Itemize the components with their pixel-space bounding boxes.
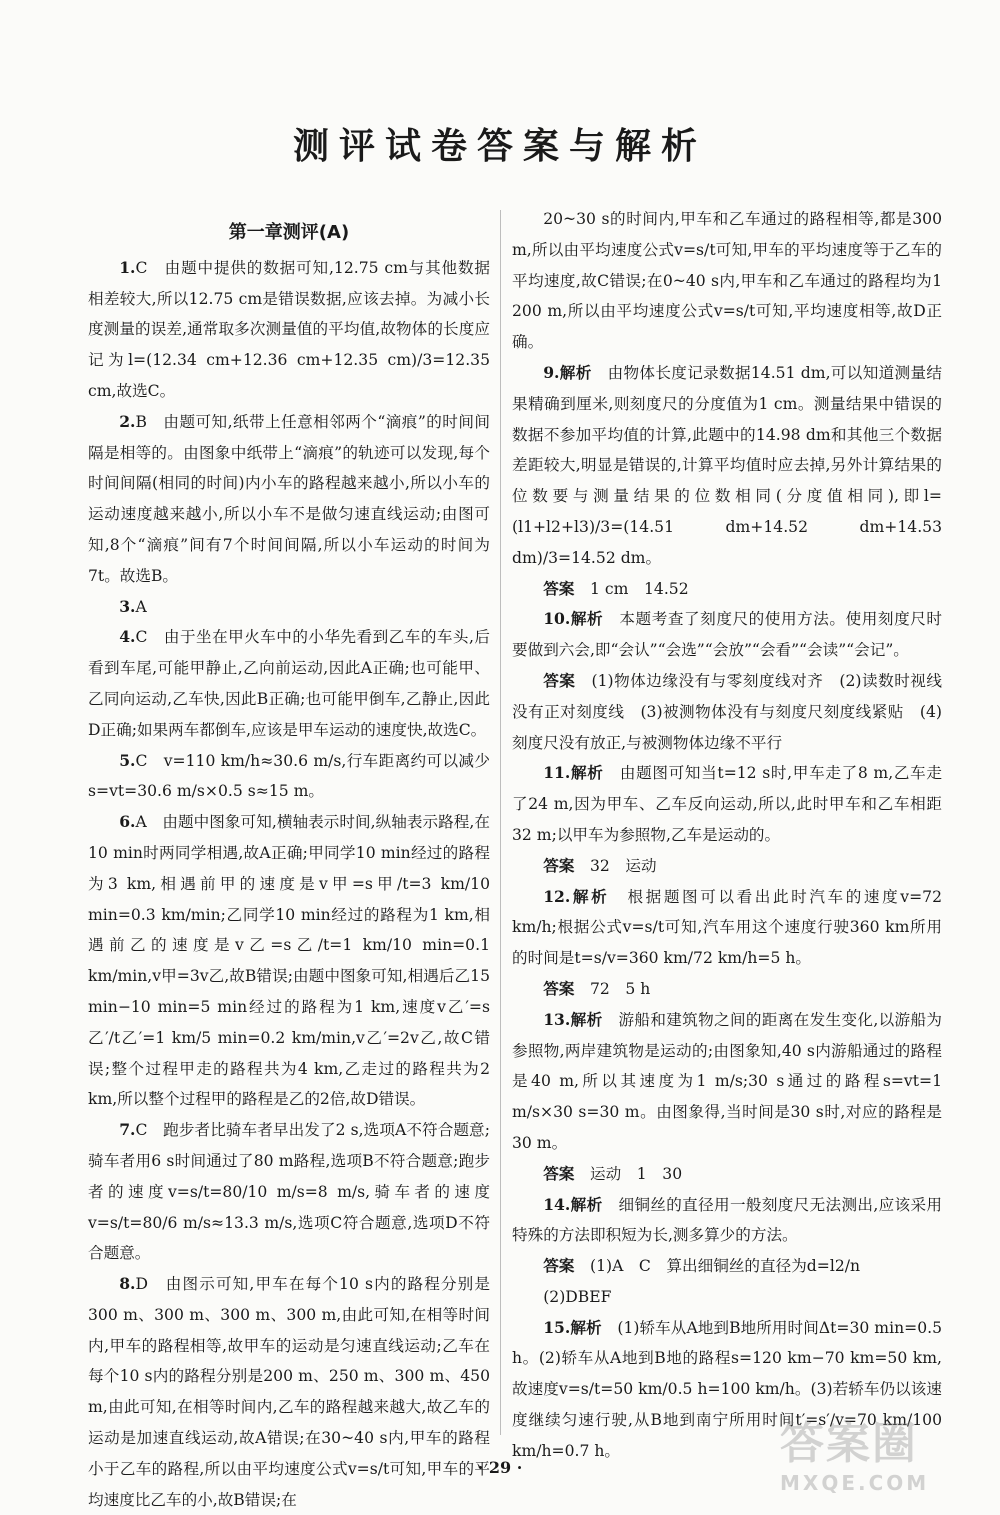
question-number: 6.	[119, 812, 136, 832]
answer-text: 解析 由物体长度记录数据14.51 dm,可以知道测量结果精确到厘米,则刻度尺的分度值为1 cm。测量结果中错误的数据不参加平均值的计算,此题中的14.98 dm和其他三个数据差距较大,明显是错误的,计算平均值时应去掉,另外计算结果的位数要与测量结果的位数相同(分度值相同),即l=(l1+l2+l3)/3=(14.51 dm+14.52 dm+14.53 dm)/3=14.52 dm。	[512, 362, 942, 567]
answer-text: A	[135, 597, 147, 616]
answer-text: 20~30 s的时间内,甲车和乙车通过的路程相等,都是300 m,所以由平均速度公式v=s/t可知,甲车的平均速度等于乙车的平均速度,故C错误;在0~40 s内,甲车和乙车通过的路程均为1 200 m,所以由平均速度公式v=s/t可知,平均速度相等,故D正确。	[512, 210, 942, 352]
answer-text: B 由题可知,纸带上任意相邻两个“滴痕”的时间间隔是相等的。由图象中纸带上“滴痕”的轨迹可以发现,每个时间间隔(相同的时间)内小车的路程越来越小,所以小车的运动速度越来越小,所以小车不是做匀速直线运动;由图可知,8个“滴痕”间有7个时间间隔,所以小车运动的时间为7t。故选B。	[88, 412, 490, 585]
answer-paragraph	[512, 1251, 942, 1282]
answer-paragraph	[88, 807, 490, 1115]
keyword-label: 解析	[570, 1009, 603, 1029]
chapter-heading: 第一章测评(A)	[228, 222, 350, 243]
answer-text: 解析 根据题图可以看出此时汽车的速度v=72 km/h;根据公式v=s/t可知,汽车用这个速度行驶360 km所用的时间是t=s/v=360 km/72 km/h=5 h。	[512, 886, 942, 968]
answer-paragraph	[512, 1282, 942, 1313]
question-number: 2.	[119, 411, 136, 431]
right-column	[512, 204, 942, 1467]
watermark-url: MXQE.COM	[780, 1471, 930, 1495]
answer-paragraph	[512, 1005, 942, 1159]
answer-text: 答案 32 运动	[543, 855, 657, 875]
keyword-label: 答案	[543, 578, 575, 598]
keyword-label: 解析	[559, 362, 592, 382]
answer-text: 答案 1 cm 14.52	[543, 578, 689, 598]
keyword-label: 解析	[570, 763, 604, 783]
answer-text: C v=110 km/h≈30.6 m/s,行车距离约可以减少s=vt=30.6 m/s×0.5 s≈15 m。	[88, 751, 490, 801]
answer-paragraph	[512, 204, 942, 358]
keyword-label: 解析	[570, 609, 604, 629]
keyword-label: 答案	[543, 978, 575, 998]
keyword-label: 答案	[543, 1163, 575, 1183]
question-number: 12.	[543, 886, 571, 906]
keyword-label: 答案	[543, 1256, 575, 1276]
answer-paragraph	[512, 1190, 942, 1252]
answer-text: 解析 本题考查了刻度尺的使用方法。使用刻度尺时要做到六会,即“会认”“会选”“会放”“会看”“会读”“会记”。	[512, 609, 942, 660]
left-column	[88, 210, 490, 1515]
page-number: · 29 ·	[477, 1458, 523, 1477]
answer-text: C 由题中提供的数据可知,12.75 cm与其他数据相差较大,所以12.75 cm是错误数据,应该去掉。为减小长度测量的误差,通常取多次测量值的平均值,故物体的长度应记为l=(12.34 cm+12.36 cm+12.35 cm)/3=12.35 cm,故选C。	[88, 258, 490, 400]
left-answer-list	[88, 253, 490, 1515]
answer-paragraph	[512, 358, 942, 574]
answer-text: 答案 (1)物体边缘没有与零刻度线对齐 (2)读数时视线没有正对刻度线 (3)被测物体没有与刻度尺刻度线紧贴 (4)刻度尺没有放正,与被测物体边缘不平行	[512, 670, 942, 752]
answer-paragraph	[512, 574, 942, 605]
answer-text: 答案 72 5 h	[543, 978, 651, 998]
question-number: 14.	[543, 1194, 571, 1214]
answer-text: (2)DBEF	[543, 1287, 612, 1306]
answer-text: D 由图示可知,甲车在每个10 s内的路程分别是300 m、300 m、300 m、300 m,由此可知,在相等时间内,甲车的路程相等,故甲车的运动是匀速直线运动;乙车在每个10 s内的路程分别是200 m、250 m、300 m、450 m,由此可知,在相等时间内,乙车的路程越来越大,故乙车的运动是加速直线运动,故A错误;在30~40 s内,甲车的路程小于乙车的路程,所以由平均速度公式v=s/t可知,甲车的平均速度比乙车的小,故B错误;在	[88, 1275, 490, 1509]
answer-paragraph	[512, 882, 942, 974]
question-number: 15.	[543, 1317, 571, 1337]
question-number: 1.	[119, 257, 136, 277]
keyword-label: 解析	[570, 886, 610, 906]
question-number: 9.	[543, 362, 560, 382]
keyword-label: 解析	[570, 1194, 603, 1214]
answer-text: 解析 游船和建筑物之间的距离在发生变化,以游船为参照物,两岸建筑物是运动的;由图象知,40 s内游船通过的路程是40 m,所以其速度为1 m/s;30 s通过的路程s=vt=1 m/s×30 s=30 m。由图象得,当时间是30 s时,对应的路程是30 m。	[512, 1009, 942, 1152]
answer-paragraph	[512, 974, 942, 1005]
answer-paragraph	[512, 604, 942, 666]
keyword-label: 答案	[543, 855, 575, 875]
answer-paragraph	[88, 622, 490, 745]
answer-text: C 由于坐在甲火车中的小华先看到乙车的车头,后看到车尾,可能甲静止,乙向前运动,因此A正确;也可能甲、乙同向运动,乙车快,因此B正确;也可能甲倒车,乙静止,因此D正确;如果两车都倒车,应该是甲车运动的速度快,故选C。	[88, 628, 490, 739]
answer-paragraph	[88, 1269, 490, 1515]
right-answer-list	[512, 204, 942, 1467]
answer-text: C 跑步者比骑车者早出发了2 s,选项A不符合题意;骑车者用6 s时间通过了80 m路程,选项B不符合题意;跑步者的速度v=s/t=80/10 m/s=8 m/s,骑车者的速度v=s/t=80/6 m/s≈13.3 m/s,选项C符合题意,选项D不符合题意。	[88, 1121, 490, 1263]
question-number: 4.	[119, 627, 136, 647]
answer-paragraph	[512, 758, 942, 850]
question-number: 10.	[543, 609, 571, 629]
answer-paragraph	[512, 666, 942, 758]
page-title: 测评试卷答案与解析	[292, 126, 707, 167]
answer-paragraph	[88, 1115, 490, 1269]
answer-text: 解析 (1)轿车从A地到B地所用时间Δt=30 min=0.5 h。(2)轿车从A地到B地的路程s=120 km−70 km=50 km,故速度v=s/t=50 km/0.5 h=100 km/h。(3)若轿车仍以该速度继续匀速行驶,从B地到南宁所用时间t′=s′/v=70 km/100 km/h=0.7 h。	[512, 1317, 942, 1460]
answer-paragraph	[88, 592, 490, 623]
answer-text: 解析 由题图可知当t=12 s时,甲车走了8 m,乙车走了24 m,因为甲车、乙车反向运动,所以,此时甲车和乙车相距32 m;以甲车为参照物,乙车是运动的。	[512, 763, 942, 844]
watermark-logo	[780, 1407, 980, 1495]
answer-paragraph	[512, 1159, 942, 1190]
column-divider	[500, 210, 501, 1435]
question-number: 11.	[543, 763, 571, 783]
watermark-text: 答案圈	[780, 1418, 918, 1469]
answer-text: 答案 (1)A C 算出细铜丝的直径为d=l2/n	[543, 1256, 861, 1276]
answer-paragraph	[512, 851, 942, 882]
keyword-label: 答案	[543, 670, 576, 690]
answer-text: A 由题中图象可知,横轴表示时间,纵轴表示路程,在10 min时两同学相遇,故A正确;甲同学10 min经过的路程为3 km,相遇前甲的速度是v甲=s甲/t=3 km/10 min=0.3 km/min;乙同学10 min经过的路程为1 km,相遇前乙的速度是v乙=s乙/t=1 km/10 min=0.1 km/min,v甲=3v乙,故B错误;由题中图象可知,相遇后乙15 min−10 min=5 min经过的路程为1 km,速度v乙′=s乙′/t乙′=1 km/5 min=0.2 km/min,v乙′=2v乙,故C错误;整个过程甲走的路程共为4 km,乙走过的路程共为2 km,所以整个过程甲的路程是乙的2倍,故D错误。	[88, 813, 490, 1109]
question-number: 3.	[119, 596, 136, 616]
answer-paragraph	[88, 253, 490, 407]
question-number: 13.	[543, 1009, 571, 1029]
question-number: 5.	[119, 750, 136, 770]
question-number: 7.	[119, 1120, 136, 1140]
answer-text: 答案 运动 1 30	[543, 1163, 683, 1183]
question-number: 8.	[119, 1274, 136, 1294]
keyword-label: 解析	[570, 1317, 602, 1337]
answer-text: 解析 细铜丝的直径用一般刻度尺无法测出,应该采用特殊的方法即积短为长,测多算少的方法。	[512, 1194, 942, 1245]
answer-paragraph	[88, 746, 490, 808]
answer-paragraph	[88, 407, 490, 592]
